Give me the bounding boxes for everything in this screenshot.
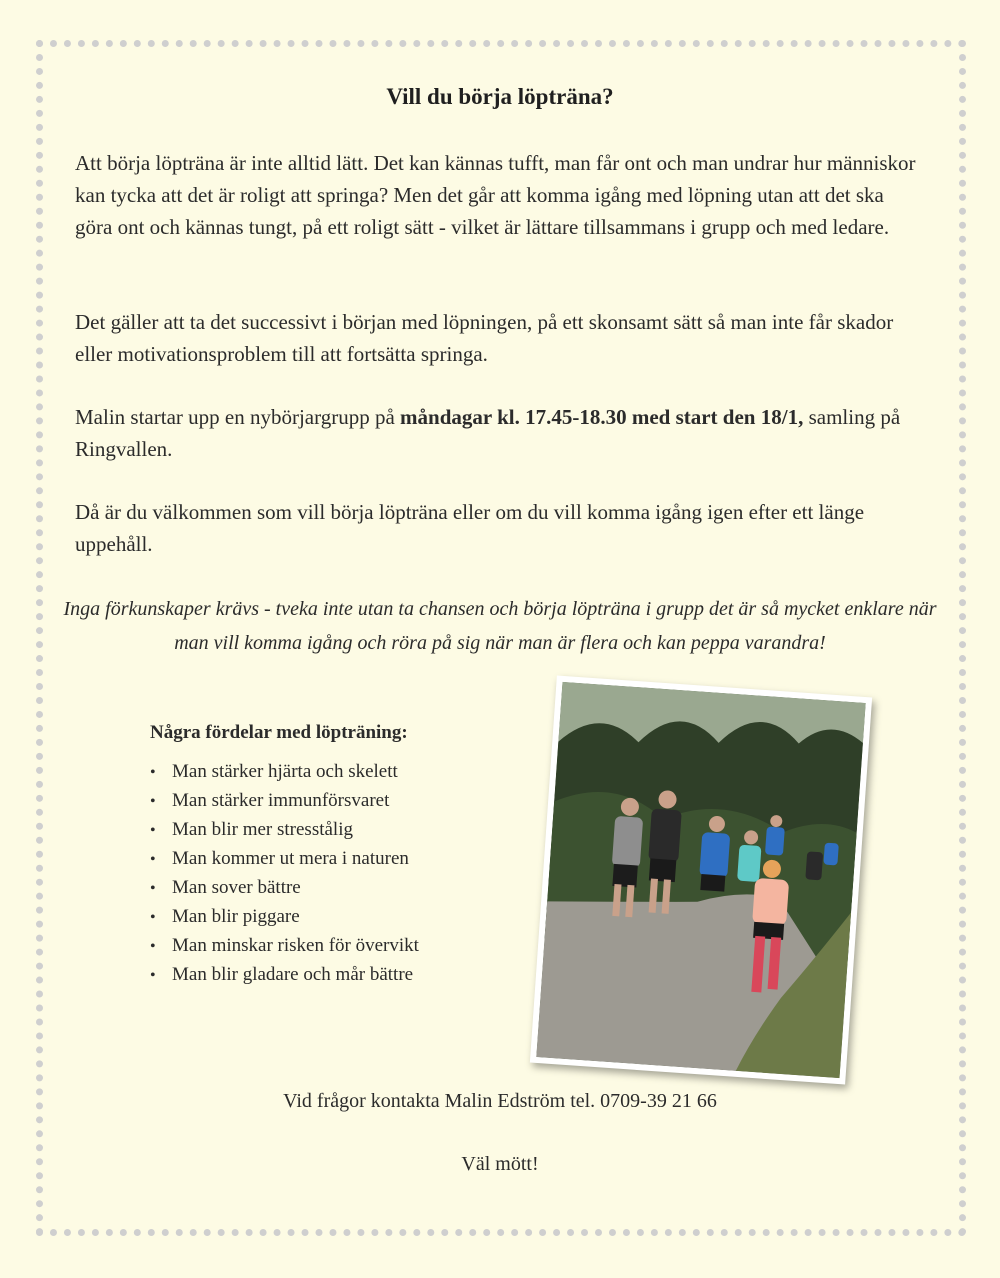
- benefit-text: Man stärker immunförsvaret: [172, 790, 390, 811]
- bullet-icon: •: [150, 822, 156, 839]
- schedule-text-end: samling på Ringvallen.: [75, 405, 901, 461]
- list-item: [150, 902, 419, 931]
- bullet-icon: •: [150, 764, 156, 781]
- contact-info: Vid frågor kontakta Malin Edström tel. 0709-39 21 66: [283, 1090, 717, 1112]
- benefits-heading: Några fördelar med löpträning:: [150, 722, 408, 743]
- list-item: [150, 844, 419, 873]
- bullet-icon: •: [150, 851, 156, 868]
- schedule-paragraph: [75, 401, 925, 465]
- benefit-text: Man kommer ut mera i naturen: [172, 848, 409, 869]
- benefit-text: Man sover bättre: [172, 877, 301, 898]
- no-experience-note: Inga förkunskaper krävs - tveka inte utan ta chansen och börja löpträna i grupp det är så mycket enklare när man vill komma igång och röra på sig när man är flera och kan peppa varandra!: [63, 598, 937, 654]
- page-title: Vill du börja löpträna?: [386, 84, 614, 109]
- closing-greeting: Väl mött!: [461, 1153, 539, 1175]
- list-item: [150, 873, 419, 902]
- bullet-icon: •: [150, 938, 156, 955]
- bullet-icon: •: [150, 793, 156, 810]
- bullet-icon: •: [150, 967, 156, 984]
- benefits-list: [150, 757, 419, 989]
- benefit-text: Man blir mer stresstålig: [172, 819, 353, 840]
- intro-paragraph: Att börja löpträna är inte alltid lätt. Det kan kännas tufft, man får ont och man undrar hur människor kan tycka att det är roligt att springa? Men det går att komma igång med löpning utan att det ska göra ont och kännas tungt, på ett roligt sätt - vilket är lättare tillsammans i grupp och med ledare.: [75, 151, 916, 239]
- bullet-icon: •: [150, 909, 156, 926]
- welcome-paragraph: Då är du välkommen som vill börja löpträna eller om du vill komma igång igen efter ett länge uppehåll.: [75, 500, 865, 556]
- list-item: [150, 931, 419, 960]
- benefit-text: Man minskar risken för övervikt: [172, 935, 419, 956]
- list-item: [150, 786, 419, 815]
- benefit-text: Man stärker hjärta och skelett: [172, 761, 398, 782]
- bullet-icon: •: [150, 880, 156, 897]
- list-item: [150, 960, 419, 989]
- running-group-photo: [530, 675, 872, 1084]
- list-item: [150, 815, 419, 844]
- schedule-text-start: Malin startar upp en nybörjargrupp på: [75, 405, 401, 429]
- advice-paragraph: Det gäller att ta det successivt i början med löpningen, på ett skonsamt sätt så man inte får skador eller motivationsproblem till att fortsätta springa.: [75, 310, 894, 366]
- schedule-time-bold: måndagar kl. 17.45-18.30 med start den 18/1,: [400, 405, 804, 429]
- benefit-text: Man blir piggare: [172, 906, 300, 927]
- list-item: [150, 757, 419, 786]
- benefit-text: Man blir gladare och mår bättre: [172, 964, 414, 985]
